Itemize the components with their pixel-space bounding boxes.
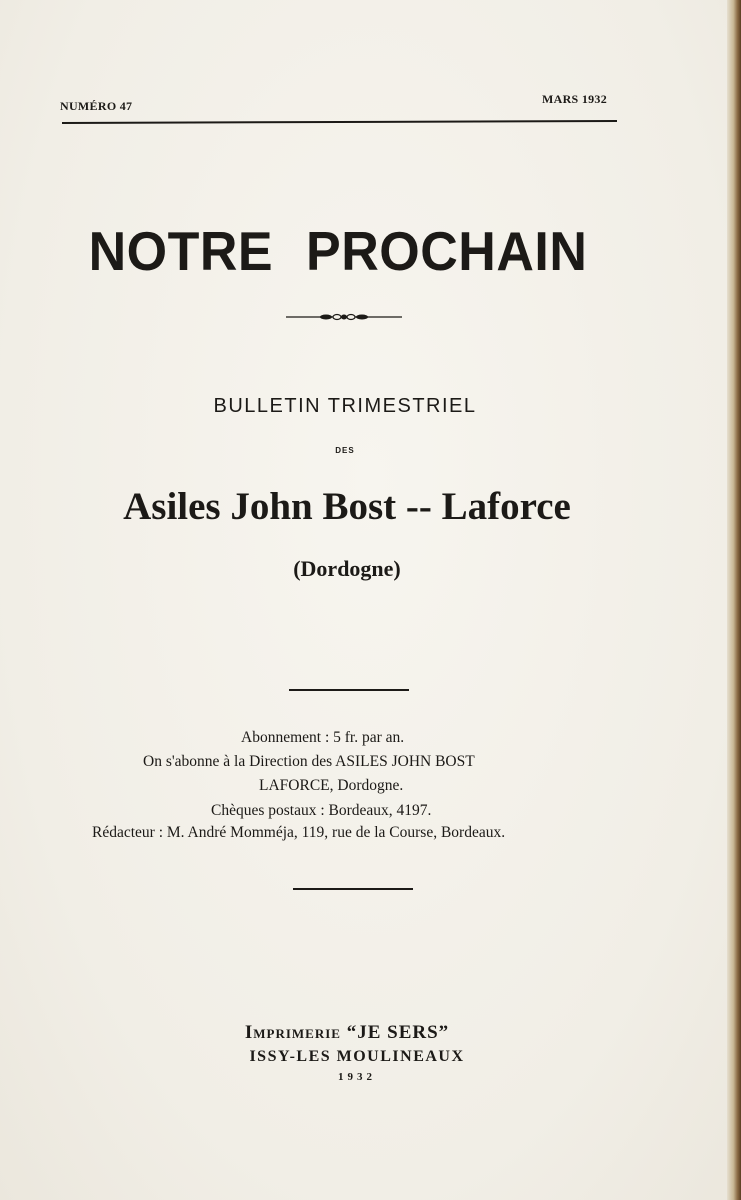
section-divider-1 bbox=[289, 689, 409, 691]
subscription-location: LAFORCE, Dordogne. bbox=[259, 777, 404, 794]
page-title: NOTRE PROCHAIN bbox=[88, 221, 588, 283]
bulletin-subtitle: BULLETIN TRIMESTRIEL bbox=[213, 395, 477, 417]
region-name: (Dordogne) bbox=[293, 556, 401, 581]
postal-cheques: Chèques postaux : Bordeaux, 4197. bbox=[211, 802, 432, 819]
printer-name: Imprimerie “JE SERS” bbox=[244, 1022, 450, 1043]
organization-name: Asiles John Bost -- Laforce bbox=[123, 485, 571, 528]
printer-city: ISSY-LES MOULINEAUX bbox=[249, 1048, 465, 1065]
issue-date: MARS 1932 bbox=[542, 92, 608, 106]
editor-address: Rédacteur : M. André Momméja, 119, rue de la Course, Bordeaux. bbox=[92, 824, 506, 841]
printer-year: 1932 bbox=[338, 1071, 376, 1083]
header-rule bbox=[62, 120, 617, 124]
book-binding-edge bbox=[727, 0, 741, 1200]
section-divider-2 bbox=[293, 888, 413, 890]
subscription-price: Abonnement : 5 fr. par an. bbox=[241, 729, 405, 746]
ornament-divider bbox=[286, 310, 402, 324]
subscription-direction: On s'abonne à la Direction des ASILES JOHN BOST bbox=[143, 753, 475, 770]
preposition-des: DES bbox=[335, 446, 355, 455]
issue-number: NUMÉRO 47 bbox=[60, 99, 133, 113]
